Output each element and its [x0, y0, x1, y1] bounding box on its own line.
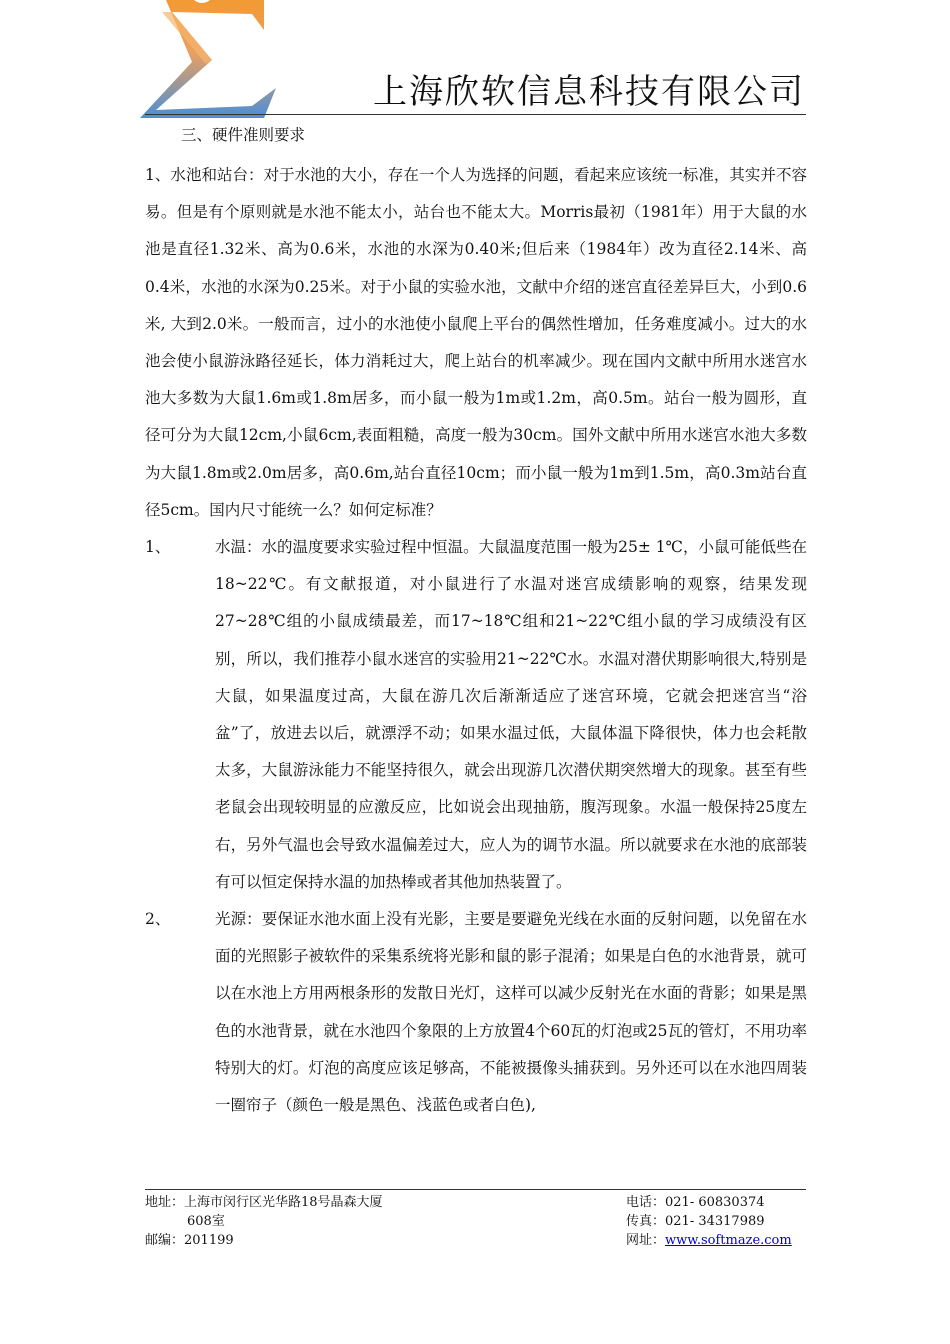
list-item-water-temperature	[145, 529, 807, 901]
website-link[interactable]: www.softmaze.com	[665, 1233, 792, 1248]
list-item-number: 2、	[145, 910, 171, 929]
paragraph-pool-platform: 1、水池和站台：对于水池的大小，存在一个人为选择的问题，看起来应该统一标准，其实并不容易。但是有个原则就是水池不能太小，站台也不能太大。Morris最初（1981年）用于大鼠的水池是直径1.32米、高为0.6米，水池的水深为0.40米;但后来（1984年）改为直径2.14米、高0.4米，水池的水深为0.25米。对于小鼠的实验水池，文献中介绍的迷宫直径差异巨大，小到0.6米, 大到2.0米。一般而言，过小的水池使小鼠爬上平台的偶然性增加，任务难度减小。过大的水池会使小鼠游泳路径延长，体力消耗过大，爬上站台的机率减少。现在国内文献中所用水迷宫水池大多数为大鼠1.6m或1.8m居多，而小鼠一般为1m或1.2m，高0.5m。站台一般为圆形，直径可分为大鼠12cm,小鼠6cm,表面粗糙，高度一般为30cm。国外文献中所用水迷宫水池大多数为大鼠1.8m或2.0m居多，高0.6m,站台直径10cm；而小鼠一般为1m到1.5m，高0.3m站台直径5cm。国内尺寸能统一么？如何定标准？	[145, 166, 808, 519]
footer-address-block	[145, 1193, 383, 1250]
sigma-logo-icon	[136, 0, 280, 118]
footer-contact-block	[626, 1193, 792, 1250]
footer-phone: 电话：021- 60830374	[626, 1195, 765, 1210]
list-item-number: 1、	[145, 538, 171, 557]
footer-divider	[145, 1189, 806, 1190]
header-divider	[145, 114, 806, 115]
list-item-light-source	[145, 901, 807, 1124]
document-body	[145, 124, 807, 1124]
footer-postcode: 邮编：201199	[145, 1233, 234, 1248]
section-title: 三、硬件准则要求	[181, 126, 306, 144]
list-item-text: 光源：要保证水池水面上没有光影，主要是要避免光线在水面的反射问题，以免留在水面的光照影子被软件的采集系统将光影和鼠的影子混淆；如果是白色的水池背景，就可以在水池上方用两根条形的发散日光灯，这样可以减少反射光在水面的背影；如果是黑色的水池背景，就在水池四个象限的上方放置4个60瓦的灯泡或25瓦的管灯，不用功率特别大的灯。灯泡的高度应该足够高，不能被摄像头捕获到。另外还可以在水池四周装一圈帘子（颜色一般是黑色、浅蓝色或者白色),	[215, 910, 807, 1115]
footer-address: 地址：上海市闵行区光华路18号晶森大厦	[145, 1195, 383, 1210]
list-item-text: 水温：水的温度要求实验过程中恒温。大鼠温度范围一般为25± 1℃，小鼠可能低些在18~22℃。有文献报道，对小鼠进行了水温对迷宫成绩影响的观察，结果发现27~28℃组的小鼠成绩最差，而17~18℃组和21~22℃组小鼠的学习成绩没有区别，所以，我们推荐小鼠水迷宫的实验用21~22℃水。水温对潜伏期影响很大,特别是大鼠，如果温度过高，大鼠在游几次后渐渐适应了迷宫环境，它就会把迷宫当“浴盆”了，放进去以后，就漂浮不动；如果水温过低，大鼠体温下降很快，体力也会耗散太多，大鼠游泳能力不能坚持很久，就会出现游几次潜伏期突然增大的现象。甚至有些老鼠会出现较明显的应激反应，比如说会出现抽筋，腹泻现象。水温一般保持25度左右，另外气温也会导致水温偏差过大，应人为的调节水温。所以就要求在水池的底部装有可以恒定保持水温的加热棒或者其他加热装置了。	[215, 538, 807, 891]
company-name: 上海欣软信息科技有限公司	[373, 72, 805, 112]
footer-website-row	[626, 1231, 792, 1250]
footer-website-label: 网址：	[626, 1233, 666, 1248]
footer-address-room: 608室	[187, 1214, 225, 1229]
footer-fax: 传真：021- 34317989	[626, 1214, 765, 1229]
